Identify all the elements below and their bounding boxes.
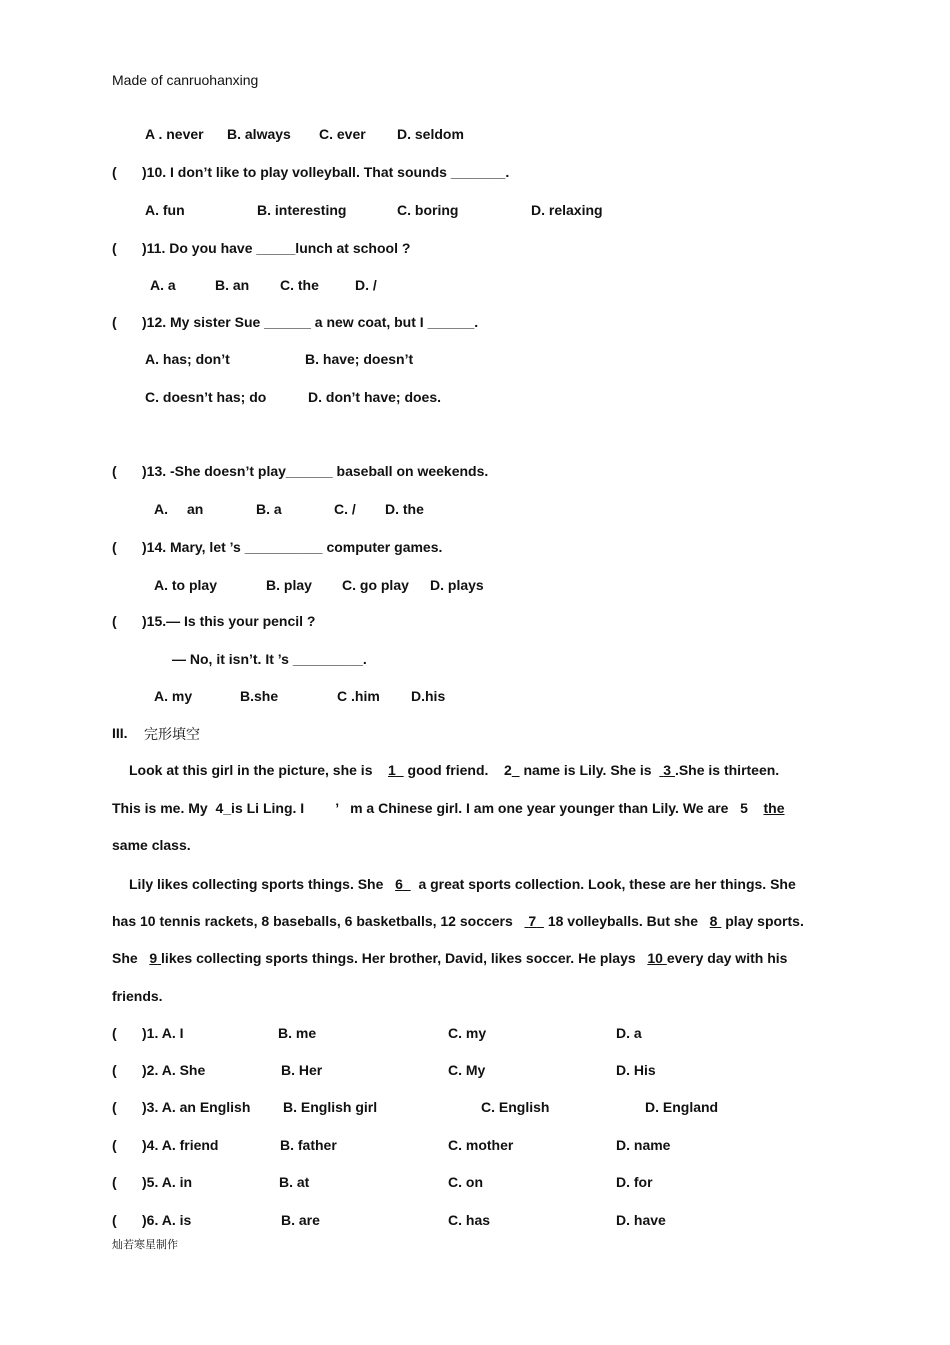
q12-option-c: C. doesn’t has; do <box>145 389 267 405</box>
cloze-3-option-a: )3. A. an English <box>142 1099 251 1115</box>
p1-l1-text1: Look at this girl in the picture, she is <box>129 762 373 778</box>
q10-paren: ( <box>112 164 117 180</box>
blank-2: 2 <box>503 762 512 778</box>
blank-1: 1 <box>388 762 396 778</box>
passage-p2-line1 <box>129 876 796 892</box>
cloze-2-option-b: B. Her <box>281 1062 323 1078</box>
q15-option-d: D.his <box>411 688 446 704</box>
p1-l1-text4: She is thirteen. <box>678 762 780 778</box>
cloze-3-option-c: C. English <box>481 1099 550 1115</box>
q15-paren: ( <box>112 613 117 629</box>
q14-option-a: A. to play <box>154 577 218 593</box>
blank-8: 8 <box>709 913 718 929</box>
q15-text: )15.— Is this your pencil ? <box>142 613 316 629</box>
cloze-6-option-a: )6. A. is <box>142 1212 192 1228</box>
p2-l1-text1: Lily likes collecting sports things. She <box>129 876 384 892</box>
blank-7: 7 <box>528 913 537 929</box>
cloze-1-option-d: D. a <box>616 1025 642 1041</box>
q13-text: )13. -She doesn’t play______ baseball on weekends. <box>142 463 489 479</box>
q13-option-c: C. / <box>334 501 356 517</box>
cloze-2-paren: ( <box>112 1062 117 1078</box>
q13-option-a-letter: A. <box>154 501 168 517</box>
p1-l1-text2: good friend. <box>407 762 489 778</box>
cloze-5-option-c: C. on <box>448 1174 483 1190</box>
cloze-6-option-b: B. are <box>281 1212 320 1228</box>
cloze-2-option-d: D. His <box>616 1062 656 1078</box>
p2-l3-text2: likes collecting sports things. Her brother, David, likes soccer. He plays <box>161 950 636 966</box>
p1-l2-text1: This is me. My 4_is Li Ling. I <box>112 800 305 816</box>
q11-option-a: A. a <box>150 277 176 293</box>
page-header: Made of canruohanxing <box>112 72 259 88</box>
q15-option-a: A. my <box>154 688 193 704</box>
blank-10: 10 <box>647 950 663 966</box>
q13-paren: ( <box>112 463 117 479</box>
q11-option-d: D. / <box>355 277 377 293</box>
q11-option-b: B. an <box>215 277 250 293</box>
passage-p1-line2 <box>112 800 785 816</box>
q9-option-c: C. ever <box>319 126 366 142</box>
q14-paren: ( <box>112 539 117 555</box>
q11-paren: ( <box>112 240 117 256</box>
p1-l2-apostrophe: ’ <box>335 800 339 816</box>
cloze-3-option-d: D. England <box>645 1099 719 1115</box>
p2-l2-text3: play sports. <box>725 913 804 929</box>
q12-option-b: B. have; doesn’t <box>305 351 414 367</box>
cloze-6-option-c: C. has <box>448 1212 491 1228</box>
blank-6: 6 <box>395 876 403 892</box>
q15-option-c: C .him <box>337 688 380 704</box>
cloze-6-option-d: D. have <box>616 1212 666 1228</box>
q14-option-b: B. play <box>266 577 312 593</box>
p2-l3-text1: She <box>112 950 138 966</box>
cloze-1-option-b: B. me <box>278 1025 317 1041</box>
q12-paren: ( <box>112 314 117 330</box>
q12-option-d: D. don’t have; does. <box>308 389 442 405</box>
q12-text: )12. My sister Sue ______ a new coat, but I ______. <box>142 314 479 330</box>
q14-text: )14. Mary, let ’s __________ computer games. <box>142 539 443 555</box>
p1-l1-text3: name is Lily. She is <box>523 762 652 778</box>
q11-option-c: C. the <box>280 277 319 293</box>
cloze-2-option-a: )2. A. She <box>142 1062 206 1078</box>
cloze-1-option-a: )1. A. I <box>142 1025 184 1041</box>
q14-option-c: C. go play <box>342 577 409 593</box>
cloze-1-option-c: C. my <box>448 1025 487 1041</box>
q10-option-c: C. boring <box>397 202 459 218</box>
p2-l2-text2: 18 volleyballs. But she <box>547 913 698 929</box>
cloze-4-paren: ( <box>112 1137 117 1153</box>
cloze-5-option-a: )5. A. in <box>142 1174 193 1190</box>
cloze-2-option-c: C. My <box>448 1062 486 1078</box>
passage-p2-line4: friends. <box>112 988 163 1004</box>
q15-option-b: B.she <box>240 688 279 704</box>
p2-l3-text3: every day with his <box>666 950 788 966</box>
q10-option-d: D. relaxing <box>531 202 603 218</box>
cloze-3-option-b: B. English girl <box>283 1099 378 1115</box>
blank-5-answer: the <box>763 800 785 816</box>
q13-option-d: D. the <box>385 501 424 517</box>
cloze-4-option-c: C. mother <box>448 1137 514 1153</box>
passage-p1-line3: same class. <box>112 837 191 853</box>
passage-p1-line1: Look at this girl in the picture, she is 1 good friend. 2 name is Lily. She is 3 .She is thirteen. <box>129 762 780 778</box>
cloze-4-option-d: D. name <box>616 1137 671 1153</box>
q9-option-b: B. always <box>227 126 291 142</box>
q11-text: )11. Do you have _____lunch at school ? <box>142 240 411 256</box>
q13-option-b: B. a <box>256 501 282 517</box>
p1-l2-text3: m a Chinese girl. I am one year younger than Lily. We are 5 <box>350 800 748 816</box>
section-title: 完形填空 <box>144 727 200 743</box>
cloze-6-paren: ( <box>112 1212 117 1228</box>
cloze-1-paren: ( <box>112 1025 117 1041</box>
cloze-4-option-a: )4. A. friend <box>142 1137 219 1153</box>
cloze-5-option-d: D. for <box>616 1174 653 1190</box>
q12-option-a: A. has; don’t <box>145 351 230 367</box>
blank-9: 9 <box>149 950 158 966</box>
q15-reply: — No, it isn’t. It ’s _________. <box>172 651 367 667</box>
cloze-5-paren: ( <box>112 1174 117 1190</box>
section-number: III. <box>112 725 128 741</box>
p2-l1-text2: a great sports collection. Look, these are her things. She <box>418 876 796 892</box>
passage-p2-line2 <box>112 913 804 929</box>
blank-3: 3 <box>663 762 672 778</box>
cloze-3-paren: ( <box>112 1099 117 1115</box>
page-footer: 灿若寒星制作 <box>112 1238 178 1251</box>
q10-text: )10. I don’t like to play volleyball. That sounds _______. <box>142 164 510 180</box>
p2-l2-text1: has 10 tennis rackets, 8 baseballs, 6 basketballs, 12 soccers <box>112 913 513 929</box>
q9-option-a: A . never <box>145 126 204 142</box>
cloze-5-option-b: B. at <box>279 1174 310 1190</box>
q10-option-b: B. interesting <box>257 202 347 218</box>
q10-option-a: A. fun <box>145 202 185 218</box>
q14-option-d: D. plays <box>430 577 484 593</box>
q9-option-d: D. seldom <box>397 126 464 142</box>
passage-p2-line3 <box>112 950 787 966</box>
cloze-4-option-b: B. father <box>280 1137 337 1153</box>
q13-option-a-word: an <box>187 501 204 517</box>
